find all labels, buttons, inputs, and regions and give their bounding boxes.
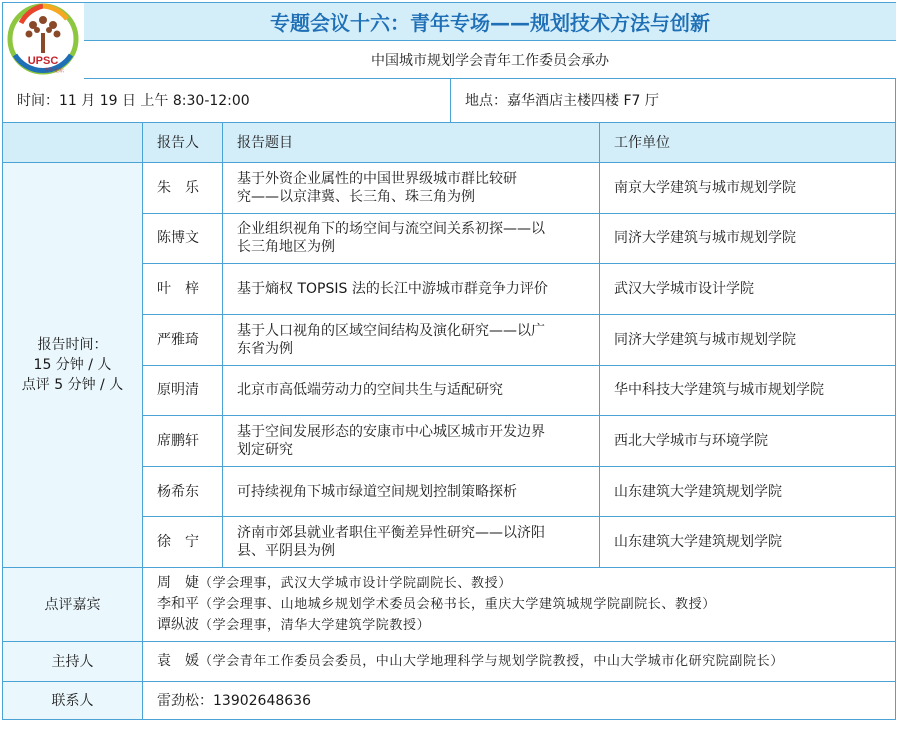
topic-cell	[223, 416, 600, 467]
unit-name: 南京大学建筑与城市规划学院	[614, 179, 796, 196]
reporter-name: 朱 乐	[157, 179, 199, 196]
host-cell: 袁 媛（学会青年工作委员会委员，中山大学地理科学与规划学院教授，中山大学城市化研究院副院长）	[143, 642, 896, 682]
reporter-name: 陈博文	[157, 230, 199, 247]
reviewers-cell	[143, 568, 896, 642]
unit-cell	[600, 416, 896, 467]
topic-line: 企业组织视角下的场空间与流空间关系初探——以	[237, 221, 545, 238]
reporter-cell	[143, 517, 223, 568]
reviewer-item: 周 婕（学会理事，武汉大学城市设计学院副院长、教授）	[157, 575, 512, 591]
reporter-cell	[143, 416, 223, 467]
topic-cell	[223, 163, 600, 214]
header-reporter: 报告人	[143, 123, 223, 163]
upsc-logo	[3, 3, 83, 79]
header-topic: 报告题目	[223, 123, 600, 163]
unit-cell	[600, 264, 896, 315]
reporter-name: 徐 宁	[157, 534, 199, 551]
reporter-cell	[143, 214, 223, 265]
unit-cell	[600, 467, 896, 518]
unit-name: 西北大学城市与环境学院	[614, 432, 768, 449]
unit-cell	[600, 517, 896, 568]
topic-cell	[223, 315, 600, 366]
host-label-cell: 主持人	[3, 642, 143, 682]
time-cell: 时间：11 月 19 日 上午 8:30-12:00	[3, 79, 451, 123]
unit-cell	[600, 163, 896, 214]
reviewer-item: 谭纵波（学会理事，清华大学建筑学院教授）	[157, 617, 431, 633]
reporter-cell	[143, 264, 223, 315]
unit-name: 同济大学建筑与城市规划学院	[614, 230, 796, 247]
topic-line: 究——以京津冀、长三角、珠三角为例	[237, 188, 475, 205]
topic-cell	[223, 517, 600, 568]
page-title: 专题会议十六：青年专场——规划技术方法与创新	[84, 3, 896, 41]
unit-name: 同济大学建筑与城市规划学院	[614, 331, 796, 348]
topic-line: 基于熵权 TOPSIS 法的长江中游城市群竞争力评价	[237, 281, 548, 298]
unit-cell	[600, 214, 896, 265]
unit-name: 山东建筑大学建筑规划学院	[614, 483, 782, 500]
reporter-name: 杨希东	[157, 483, 199, 500]
report-time-cell: 报告时间： 15 分钟 / 人 点评 5 分钟 / 人	[3, 163, 143, 568]
unit-name: 山东建筑大学建筑规划学院	[614, 534, 782, 551]
reporter-cell	[143, 366, 223, 417]
svg-text:青年论坛: 青年论坛	[43, 68, 65, 74]
location-cell: 地点：嘉华酒店主楼四楼 F7 厅	[451, 79, 896, 123]
svg-text:UPSC: UPSC	[27, 55, 59, 67]
unit-cell	[600, 315, 896, 366]
topic-line: 基于人口视角的区域空间结构及演化研究——以广	[237, 322, 545, 339]
header-unit: 工作单位	[600, 123, 896, 163]
topic-line: 基于空间发展形态的安康市中心城区城市开发边界	[237, 423, 545, 440]
unit-cell	[600, 366, 896, 417]
topic-line: 北京市高低端劳动力的空间共生与适配研究	[237, 382, 503, 399]
unit-name: 华中科技大学建筑与城市规划学院	[614, 382, 824, 399]
topic-cell	[223, 214, 600, 265]
topic-line: 县、平阴县为例	[237, 543, 335, 560]
reporter-name: 原明清	[157, 382, 199, 399]
reviewer-item: 李和平（学会理事、山地城乡规划学术委员会秘书长，重庆大学建筑城规学院副院长、教授）	[157, 596, 716, 612]
topic-cell	[223, 264, 600, 315]
topic-line: 基于外资企业属性的中国世界级城市群比较研	[237, 170, 517, 187]
reviewers-label-cell: 点评嘉宾	[3, 568, 143, 642]
reporter-name: 席鹏轩	[157, 432, 199, 449]
topic-cell	[223, 366, 600, 417]
reporter-cell	[143, 467, 223, 518]
topic-line: 济南市郊县就业者职住平衡差异性研究——以济阳	[237, 525, 545, 542]
reporter-cell	[143, 163, 223, 214]
reporter-name: 严雅琦	[157, 331, 199, 348]
topic-cell	[223, 467, 600, 518]
header-blank	[3, 123, 143, 163]
topic-line: 东省为例	[237, 340, 293, 357]
topic-line: 长三角地区为例	[237, 239, 335, 256]
reporter-name: 叶 梓	[157, 281, 199, 298]
unit-name: 武汉大学城市设计学院	[614, 281, 754, 298]
topic-line: 可持续视角下城市绿道空间规划控制策略探析	[237, 483, 517, 500]
organizer-line: 中国城市规划学会青年工作委员会承办	[84, 41, 896, 79]
reporter-cell	[143, 315, 223, 366]
contact-label-cell: 联系人	[3, 682, 143, 720]
contact-cell: 雷劲松：13902648636	[143, 682, 896, 720]
topic-line: 划定研究	[237, 441, 293, 458]
